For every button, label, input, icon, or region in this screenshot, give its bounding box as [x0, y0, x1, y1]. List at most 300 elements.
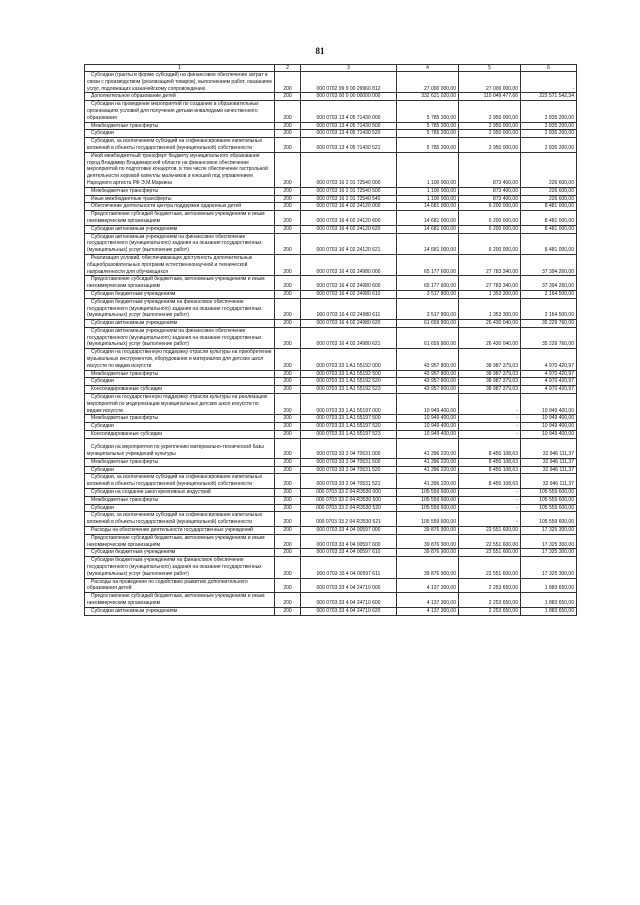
column-header: 5	[459, 65, 521, 72]
row-executed: 6 200 000,00	[459, 225, 521, 233]
row-unexecuted: 2 835 200,00	[521, 138, 577, 153]
table-row	[85, 466, 577, 474]
row-approved: 105 559 600,00	[397, 504, 459, 512]
table-row	[85, 496, 577, 504]
row-unexecuted: 222 571 542,34	[521, 93, 577, 101]
row-budget-code: 000 0703 16 4 02 24120 600	[301, 211, 397, 226]
row-budget-code: 000 0703 33 4 04 24710 000	[301, 578, 397, 593]
table-row	[85, 512, 577, 527]
row-unexecuted: 4 970 420,97	[521, 349, 577, 370]
row-budget-code: 000 0703 16 4 02 24980 610	[301, 290, 397, 298]
row-unexecuted: 105 559 600,00	[521, 504, 577, 512]
row-executed: 2 253 650,00	[459, 578, 521, 593]
row-approved: 1 100 000,00	[397, 195, 459, 203]
row-budget-code: 000 0703 16 4 02 24120 621	[301, 233, 397, 254]
row-line-code: 200	[275, 254, 301, 275]
row-budget-code: 000 0703 33 1 A1 55192 000	[301, 349, 397, 370]
row-executed: -	[459, 512, 521, 527]
row-approved: 105 559 600,00	[397, 496, 459, 504]
row-approved: 43 957 800,00	[397, 349, 459, 370]
row-line-code: 200	[275, 466, 301, 474]
row-approved: 5 785 200,00	[397, 122, 459, 130]
row-approved: 27 000 000,00	[397, 72, 459, 93]
row-name: Субсидии бюджетным учреждениям	[85, 290, 275, 298]
row-name: Субсидии	[85, 504, 275, 512]
table-row	[85, 187, 577, 195]
row-executed: -	[459, 504, 521, 512]
row-line-code: 200	[275, 593, 301, 608]
row-name: Субсидии автономным учреждениям на финансовое обеспечение государственного (муниципального) задания на оказание государственных (муниципальных) услуг (выполнение работ)	[85, 327, 275, 348]
table-row	[85, 203, 577, 211]
row-unexecuted: 35 229 760,00	[521, 327, 577, 348]
row-unexecuted: 32 946 111,37	[521, 458, 577, 466]
row-unexecuted: 10 949 400,00	[521, 415, 577, 423]
row-executed: -	[459, 431, 521, 439]
row-executed: 2 950 000,00	[459, 130, 521, 138]
row-executed: 22 551 600,00	[459, 534, 521, 549]
row-name: Субсидии на государственную поддержку отрасли культуры на реализацию мероприятий по модернизации муниципальных детских школ искусств по видам искусств	[85, 394, 275, 415]
table-row	[85, 254, 577, 275]
row-budget-code: 000 0703 16 4 02 24980 620	[301, 320, 397, 328]
row-executed: 27 783 340,00	[459, 254, 521, 275]
row-name: Расходы на обеспечение деятельности государственных учреждений	[85, 527, 275, 535]
row-approved: 10 949 400,00	[397, 423, 459, 431]
table-row	[85, 593, 577, 608]
row-name: Консолидированные субсидии	[85, 431, 275, 439]
row-name: Субсидии, за исключением субсидий на софинансирование капитальных вложений в объекты государственной (муниципальной) собственности	[85, 474, 275, 489]
row-unexecuted: 2 835 200,00	[521, 130, 577, 138]
row-approved: 10 949 400,00	[397, 415, 459, 423]
row-name: Субсидии на государственную поддержку отрасли культуры на приобретение музыкальных инструментов, оборудования и материалов для детских школ искусств по видам искусств	[85, 349, 275, 370]
row-line-code: 200	[275, 431, 301, 439]
row-unexecuted: 2 835 200,00	[521, 122, 577, 130]
row-budget-code: 000 0703 33 2 04 R3530 520	[301, 504, 397, 512]
row-approved: 43 957 800,00	[397, 378, 459, 386]
row-executed: 6 200 000,00	[459, 233, 521, 254]
row-budget-code: 000 0703 33 2 04 R3530 521	[301, 512, 397, 527]
table-row	[85, 378, 577, 386]
table-row	[85, 211, 577, 226]
row-executed: -	[459, 496, 521, 504]
row-name: Субсидии на мероприятия по укреплению материально-технической базы муниципальных учреждений культуры	[85, 438, 275, 458]
row-executed: 8 450 108,63	[459, 466, 521, 474]
budget-table	[84, 64, 577, 616]
row-line-code: 200	[275, 101, 301, 122]
row-unexecuted: 2 164 500,00	[521, 290, 577, 298]
row-line-code: 200	[275, 320, 301, 328]
row-name: Субсидии бюджетным учреждениям	[85, 549, 275, 557]
row-name: Дополнительное образование детей	[85, 93, 275, 101]
table-row	[85, 101, 577, 122]
row-approved: 10 949 400,00	[397, 394, 459, 415]
row-unexecuted: 226 600,00	[521, 187, 577, 195]
row-approved: 4 137 300,00	[397, 607, 459, 615]
row-budget-code: 000 0703 16 4 02 24980 600	[301, 276, 397, 291]
row-budget-code: 000 0703 16 2 01 72540 500	[301, 187, 397, 195]
row-approved: 4 137 300,00	[397, 593, 459, 608]
table-row	[85, 233, 577, 254]
row-executed: -	[459, 489, 521, 497]
row-approved: 65 177 600,00	[397, 276, 459, 291]
row-unexecuted: 105 559 600,00	[521, 512, 577, 527]
row-approved: 105 559 600,00	[397, 489, 459, 497]
row-unexecuted: 17 325 300,00	[521, 549, 577, 557]
row-unexecuted: 226 600,00	[521, 195, 577, 203]
row-executed: 27 783 340,00	[459, 276, 521, 291]
row-approved: 61 659 800,00	[397, 320, 459, 328]
row-budget-code: 000 0703 33 2 04 R3530 500	[301, 496, 397, 504]
row-name: Обеспечение деятельности центра поддержки одаренных детей	[85, 203, 275, 211]
row-executed: 873 400,00	[459, 195, 521, 203]
row-unexecuted: 1 883 650,00	[521, 593, 577, 608]
table-row	[85, 93, 577, 101]
table-row	[85, 298, 577, 319]
row-unexecuted: 2 835 200,00	[521, 101, 577, 122]
row-budget-code: 000 0703 16 2 01 72540 000	[301, 152, 397, 187]
row-name: Межбюджетные трансферты	[85, 458, 275, 466]
row-unexecuted: 10 949 400,00	[521, 394, 577, 415]
row-approved: 41 396 220,00	[397, 466, 459, 474]
row-budget-code: 000 0703 33 4 04 00597 610	[301, 549, 397, 557]
row-unexecuted: 17 325 300,00	[521, 527, 577, 535]
row-budget-code: 000 0703 13 4 05 71430 520	[301, 130, 397, 138]
table-row	[85, 474, 577, 489]
row-budget-code: 000 0703 33 1 A1 55192 523	[301, 386, 397, 394]
row-approved: 39 876 900,00	[397, 549, 459, 557]
row-approved: 65 177 600,00	[397, 254, 459, 275]
row-approved: 3 517 800,00	[397, 298, 459, 319]
row-name: Иной межбюджетный трансферт бюджету муниципального образования город Владимир Владимирской области на финансовое обеспечение мероприятий по подготовке концертов, в том числе обеспечение гастрольной деятельности хоровой капеллы мальчиков и юношей под управлением Народного артиста РФ Э.М.Маркина	[85, 152, 275, 187]
row-name: Межбюджетные трансферты	[85, 187, 275, 195]
row-budget-code: 000 0703 33 4 04 24710 600	[301, 593, 397, 608]
column-header: 4	[397, 65, 459, 72]
row-name: Субсидии автономным учреждениям на финансовое обеспечение государственного (муниципального) задания на оказание государственных (муниципальных) услуг (выполнение работ)	[85, 233, 275, 254]
row-unexecuted: 8 481 000,00	[521, 203, 577, 211]
row-name: Субсидии	[85, 423, 275, 431]
table-row	[85, 458, 577, 466]
row-approved: 41 396 220,00	[397, 458, 459, 466]
row-executed: 2 950 000,00	[459, 101, 521, 122]
row-executed: 110 049 477,66	[459, 93, 521, 101]
row-executed: 38 987 379,03	[459, 370, 521, 378]
row-executed: 1 353 300,00	[459, 290, 521, 298]
row-approved: 41 396 220,00	[397, 474, 459, 489]
row-unexecuted: 32 946 111,37	[521, 474, 577, 489]
row-budget-code: 000 0703 33 4 04 24710 620	[301, 607, 397, 615]
row-executed: 27 000 000,00	[459, 72, 521, 93]
row-line-code: 200	[275, 370, 301, 378]
table-row	[85, 549, 577, 557]
row-name: Субсидии (гранты в форме субсидий) на финансовое обеспечение затрат в связи с производством (реализацией товаров), выполнением работ, оказанием услуг, подлежащих казначейскому сопровождению	[85, 72, 275, 93]
row-executed: 6 200 000,00	[459, 203, 521, 211]
row-name: Расходы на проведение по содействию развитию дополнительного образования детей	[85, 578, 275, 593]
row-executed: 26 430 040,00	[459, 327, 521, 348]
row-name: Субсидии бюджетным учреждениям на финансовое обеспечение государственного (муниципального) задания на оказание государственных (муниципальных) услуг (выполнение работ)	[85, 557, 275, 578]
table-header	[85, 65, 577, 72]
row-unexecuted: 37 394 260,00	[521, 254, 577, 275]
row-executed: -	[459, 394, 521, 415]
row-line-code: 200	[275, 607, 301, 615]
row-executed: 873 400,00	[459, 187, 521, 195]
row-line-code: 200	[275, 130, 301, 138]
row-line-code: 200	[275, 415, 301, 423]
row-budget-code: 000 0703 33 2 04 70531 520	[301, 466, 397, 474]
row-unexecuted: 10 949 400,00	[521, 431, 577, 439]
row-unexecuted: 32 946 111,37	[521, 438, 577, 458]
row-approved: 105 559 600,00	[397, 512, 459, 527]
table-row	[85, 438, 577, 458]
row-line-code: 200	[275, 534, 301, 549]
row-approved: 1 100 000,00	[397, 152, 459, 187]
row-executed: 8 450 108,63	[459, 474, 521, 489]
page-number: 81	[315, 46, 325, 56]
row-line-code: 200	[275, 298, 301, 319]
row-executed: -	[459, 415, 521, 423]
row-budget-code: 000 0703 33 1 A1 55197 523	[301, 431, 397, 439]
table-row	[85, 394, 577, 415]
row-executed: 2 950 000,00	[459, 122, 521, 130]
row-line-code: 200	[275, 394, 301, 415]
row-name: Межбюджетные трансферты	[85, 370, 275, 378]
row-name: Субсидии на проведение мероприятий по созданию в образовательных организациях условий для получения детьми-инвалидами качественного образования	[85, 101, 275, 122]
row-approved: 5 785 200,00	[397, 130, 459, 138]
column-header: 6	[521, 65, 577, 72]
table-row	[85, 534, 577, 549]
row-unexecuted: 226 600,00	[521, 152, 577, 187]
row-name: Реализация условий, обеспечивающих доступность дополнительных общеобразовательных программ естественнонаучной и технической направленности для обучающихся	[85, 254, 275, 275]
row-unexecuted: 4 970 420,97	[521, 386, 577, 394]
row-line-code: 200	[275, 578, 301, 593]
row-approved: 4 137 300,00	[397, 578, 459, 593]
row-budget-code: 000 0703 16 4 02 24980 000	[301, 254, 397, 275]
row-unexecuted: 4 970 420,97	[521, 378, 577, 386]
row-approved: 5 785 200,00	[397, 138, 459, 153]
row-unexecuted: 105 559 600,00	[521, 489, 577, 497]
row-name: Субсидии	[85, 130, 275, 138]
row-approved: 10 949 400,00	[397, 431, 459, 439]
row-budget-code: 000 0703 33 2 04 R3530 000	[301, 489, 397, 497]
row-budget-code: 000 0703 33 1 A1 55197 500	[301, 415, 397, 423]
table-body	[85, 72, 577, 616]
table-row	[85, 415, 577, 423]
row-approved: 14 681 000,00	[397, 225, 459, 233]
row-name: Предоставление субсидий бюджетным, автономным учреждениям и иным некоммерческим организациям	[85, 276, 275, 291]
row-unexecuted: 35 229 760,00	[521, 320, 577, 328]
row-unexecuted: 8 481 000,00	[521, 211, 577, 226]
row-unexecuted: 8 481 000,00	[521, 225, 577, 233]
row-name: Субсидии	[85, 378, 275, 386]
table-row	[85, 130, 577, 138]
row-line-code: 200	[275, 349, 301, 370]
row-budget-code: 000 0703 33 1 A1 55197 520	[301, 423, 397, 431]
row-executed: 2 253 650,00	[459, 607, 521, 615]
row-line-code: 200	[275, 378, 301, 386]
row-approved: 14 681 000,00	[397, 211, 459, 226]
row-approved: 39 876 900,00	[397, 527, 459, 535]
row-line-code: 200	[275, 138, 301, 153]
table-row	[85, 349, 577, 370]
row-executed: 38 987 379,03	[459, 349, 521, 370]
row-name: Межбюджетные трансферты	[85, 415, 275, 423]
row-name: Субсидии	[85, 466, 275, 474]
row-approved: 41 396 220,00	[397, 438, 459, 458]
row-unexecuted: 17 325 300,00	[521, 534, 577, 549]
row-executed: 22 551 600,00	[459, 549, 521, 557]
row-approved: 43 957 800,00	[397, 386, 459, 394]
table-row	[85, 607, 577, 615]
row-line-code: 200	[275, 386, 301, 394]
row-unexecuted: -	[521, 72, 577, 93]
row-unexecuted: 1 883 650,00	[521, 578, 577, 593]
row-budget-code: 000 0703 33 1 A1 55192 500	[301, 370, 397, 378]
row-line-code: 200	[275, 290, 301, 298]
row-executed: -	[459, 423, 521, 431]
row-unexecuted: 37 394 260,00	[521, 276, 577, 291]
row-line-code: 200	[275, 458, 301, 466]
row-line-code: 200	[275, 72, 301, 93]
row-line-code: 200	[275, 438, 301, 458]
row-line-code: 200	[275, 527, 301, 535]
row-line-code: 200	[275, 233, 301, 254]
row-line-code: 200	[275, 489, 301, 497]
table-row	[85, 557, 577, 578]
row-name: Предоставление субсидий бюджетным, автономным учреждениям и иным некоммерческим организациям	[85, 593, 275, 608]
table-row	[85, 327, 577, 348]
row-budget-code: 000 0703 16 4 02 24120 620	[301, 225, 397, 233]
row-approved: 43 957 800,00	[397, 370, 459, 378]
row-approved: 5 785 200,00	[397, 101, 459, 122]
row-line-code: 200	[275, 496, 301, 504]
row-budget-code: 000 0703 16 4 02 24980 611	[301, 298, 397, 319]
row-executed: 1 353 300,00	[459, 298, 521, 319]
row-line-code: 200	[275, 195, 301, 203]
table-row	[85, 489, 577, 497]
table-row	[85, 122, 577, 130]
row-executed: 38 987 379,03	[459, 386, 521, 394]
row-executed: 6 200 000,00	[459, 211, 521, 226]
row-name: Межбюджетные трансферты	[85, 496, 275, 504]
row-approved: 39 876 900,00	[397, 557, 459, 578]
row-budget-code: 000 0703 33 4 04 00597 600	[301, 534, 397, 549]
row-executed: 2 950 000,00	[459, 138, 521, 153]
row-unexecuted: 2 164 500,00	[521, 298, 577, 319]
row-line-code: 200	[275, 187, 301, 195]
header-row	[85, 65, 577, 72]
row-budget-code: 000 0703 16 4 02 24120 000	[301, 203, 397, 211]
row-budget-code: 000 0703 33 4 04 00597 611	[301, 557, 397, 578]
table-row	[85, 152, 577, 187]
row-line-code: 200	[275, 474, 301, 489]
column-header: 3	[301, 65, 397, 72]
row-budget-code: 000 0703 13 4 05 71430 000	[301, 101, 397, 122]
row-line-code: 200	[275, 203, 301, 211]
row-approved: 39 876 900,00	[397, 534, 459, 549]
row-name: Иные межбюджетные трансферты	[85, 195, 275, 203]
table-row	[85, 195, 577, 203]
row-budget-code: 000 0703 13 4 05 71430 521	[301, 138, 397, 153]
row-name: Межбюджетные трансферты	[85, 122, 275, 130]
row-approved: 1 100 000,00	[397, 187, 459, 195]
row-budget-code: 000 0703 00 0 00 00000 000	[301, 93, 397, 101]
row-executed: 8 450 108,63	[459, 458, 521, 466]
row-line-code: 200	[275, 93, 301, 101]
table-row	[85, 225, 577, 233]
row-name: Субсидии автономным учреждениям	[85, 607, 275, 615]
table-row	[85, 320, 577, 328]
row-line-code: 200	[275, 557, 301, 578]
table-row	[85, 386, 577, 394]
row-budget-code: 000 0703 33 1 A1 55192 520	[301, 378, 397, 386]
row-executed: 873 400,00	[459, 152, 521, 187]
row-unexecuted: 32 946 111,37	[521, 466, 577, 474]
row-unexecuted: 10 949 400,00	[521, 423, 577, 431]
row-budget-code: 000 0703 33 2 04 70531 000	[301, 438, 397, 458]
column-header: 2	[275, 65, 301, 72]
row-line-code: 200	[275, 327, 301, 348]
row-budget-code: 000 0703 33 1 A1 55197 000	[301, 394, 397, 415]
table-row	[85, 138, 577, 153]
table-row	[85, 431, 577, 439]
row-executed: 2 253 650,00	[459, 593, 521, 608]
row-approved: 332 621 020,00	[397, 93, 459, 101]
row-executed: 22 551 600,00	[459, 527, 521, 535]
row-name: Субсидии автономным учреждениям	[85, 320, 275, 328]
row-line-code: 200	[275, 549, 301, 557]
row-executed: 26 430 040,00	[459, 320, 521, 328]
row-approved: 61 659 800,00	[397, 327, 459, 348]
table-row	[85, 290, 577, 298]
row-name: Субсидии автономным учреждениям	[85, 225, 275, 233]
row-budget-code: 000 0703 33 2 04 70531 521	[301, 474, 397, 489]
row-name: Предоставление субсидий бюджетным, автономным учреждениям и иным некоммерческим организациям	[85, 211, 275, 226]
row-name: Субсидии, за исключением субсидий на софинансирование капитальных вложений в объекты государственной (муниципальной) собственности	[85, 138, 275, 153]
row-executed: 8 450 108,63	[459, 438, 521, 458]
row-budget-code: 000 0703 13 4 05 71430 500	[301, 122, 397, 130]
row-approved: 14 681 000,00	[397, 233, 459, 254]
row-line-code: 200	[275, 225, 301, 233]
row-line-code: 200	[275, 504, 301, 512]
row-name: Субсидии бюджетным учреждениям на финансовое обеспечение государственного (муниципального) задания на оказание государственных (муниципальных) услуг (выполнение работ)	[85, 298, 275, 319]
row-budget-code: 000 0703 33 2 04 70531 500	[301, 458, 397, 466]
row-line-code: 200	[275, 122, 301, 130]
row-unexecuted: 4 970 420,97	[521, 370, 577, 378]
row-budget-code: 000 0702 99 9 00 29960 812	[301, 72, 397, 93]
row-name: Консолидированные субсидии	[85, 386, 275, 394]
row-approved: 3 517 800,00	[397, 290, 459, 298]
row-approved: 14 681 000,00	[397, 203, 459, 211]
row-name: Субсидии на создание школ креативных индустрий	[85, 489, 275, 497]
table-row	[85, 423, 577, 431]
table-row	[85, 72, 577, 93]
table-row	[85, 504, 577, 512]
row-unexecuted: 105 559 600,00	[521, 496, 577, 504]
row-budget-code: 000 0703 16 4 02 24980 621	[301, 327, 397, 348]
table-row	[85, 578, 577, 593]
row-line-code: 200	[275, 211, 301, 226]
row-line-code: 200	[275, 423, 301, 431]
row-name: Субсидии, за исключением субсидий на софинансирование капитальных вложений в объекты государственной (муниципальной) собственности	[85, 512, 275, 527]
row-line-code: 200	[275, 276, 301, 291]
row-executed: 22 551 600,00	[459, 557, 521, 578]
table-row	[85, 370, 577, 378]
table-row	[85, 527, 577, 535]
column-header: 1	[85, 65, 275, 72]
table-row	[85, 276, 577, 291]
row-unexecuted: 17 325 300,00	[521, 557, 577, 578]
row-line-code: 200	[275, 512, 301, 527]
row-name: Предоставление субсидий бюджетным, автономным учреждениям и иным некоммерческим организациям	[85, 534, 275, 549]
row-unexecuted: 8 481 000,00	[521, 233, 577, 254]
